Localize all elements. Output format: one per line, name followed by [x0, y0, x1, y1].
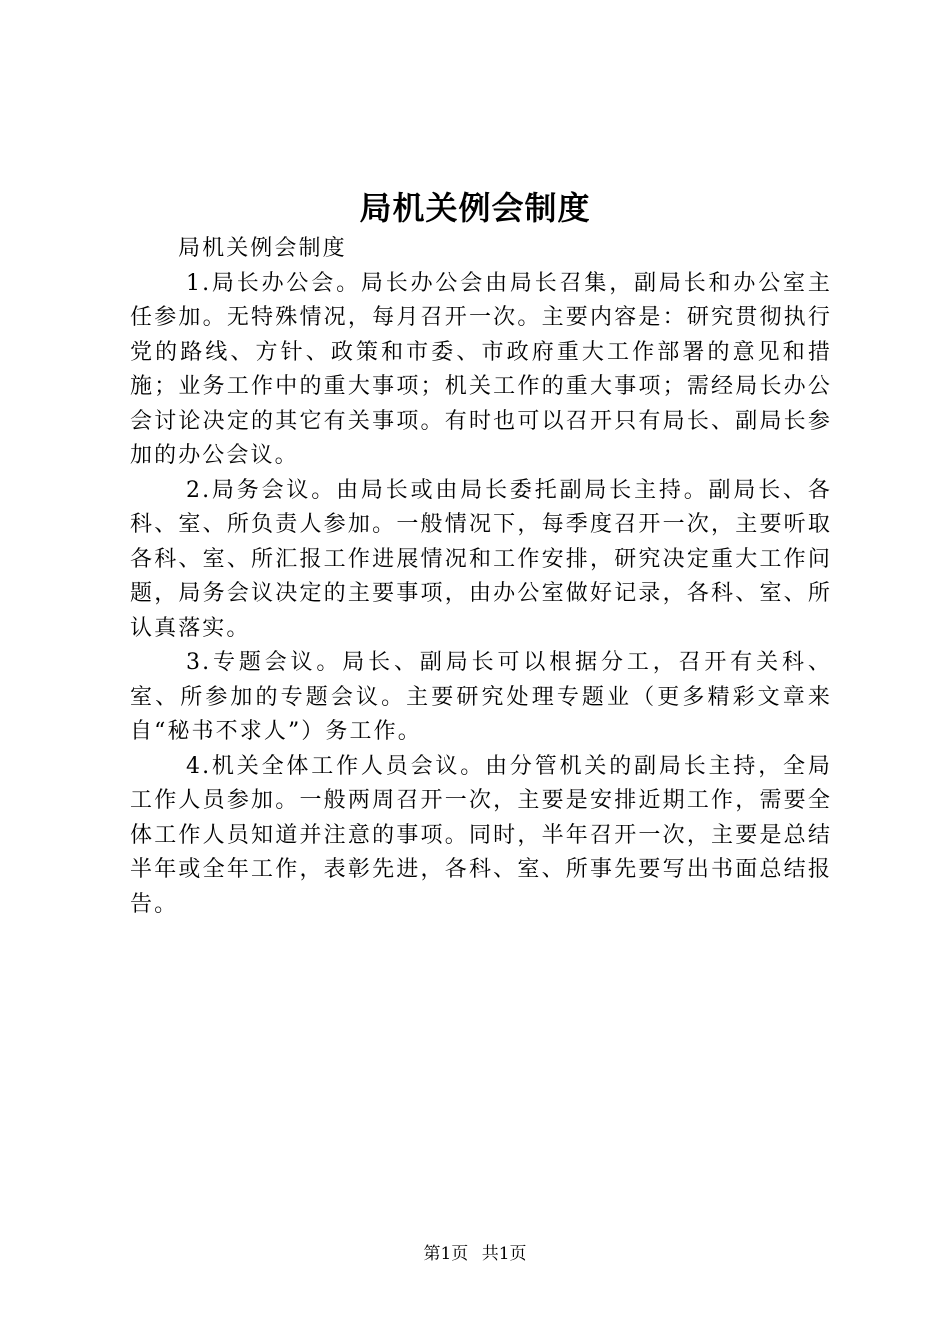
paragraph-3: 3.专题会议。局长、副局长可以根据分工，召开有关科、室、所参加的专题会议。主要研究处理专题业（更多精彩文章来自“秘书不求人”）务工作。: [130, 650, 832, 744]
page-number: 第1页: [423, 1244, 469, 1264]
paragraph-1: 1.局长办公会。局长办公会由局长召集，副局长和办公室主任参加。无特殊情况，每月召开一次。主要内容是：研究贯彻执行党的路线、方针、政策和市委、市政府重大工作部署的意见和措施；业务工作中的重大事项；机关工作的重大事项；需经局长办公会讨论决定的其它有关事项。有时也可以召开只有局长、副局长参加的办公会议。: [130, 270, 832, 468]
page-total: 共1页: [481, 1244, 527, 1264]
paragraph-4: 4.机关全体工作人员会议。由分管机关的副局长主持，全局工作人员参加。一般两周召开一次，主要是安排近期工作，需要全体工作人员知道并注意的事项。同时，半年召开一次，主要是总结半年或全年工作，表彰先进，各科、室、所事先要写出书面总结报告。: [130, 753, 832, 917]
document-subtitle: 局机关例会制度: [178, 236, 347, 261]
paragraph-2: 2.局务会议。由局长或由局长委托副局长主持。副局长、各科、室、所负责人参加。一般情况下，每季度召开一次，主要听取各科、室、所汇报工作进展情况和工作安排，研究决定重大工作问题，局务会议决定的主要事项，由办公室做好记录，各科、室、所认真落实。: [130, 477, 832, 641]
document-title: 局机关例会制度: [359, 189, 591, 227]
document-body: [130, 232, 832, 922]
page-footer: [0, 1242, 950, 1266]
